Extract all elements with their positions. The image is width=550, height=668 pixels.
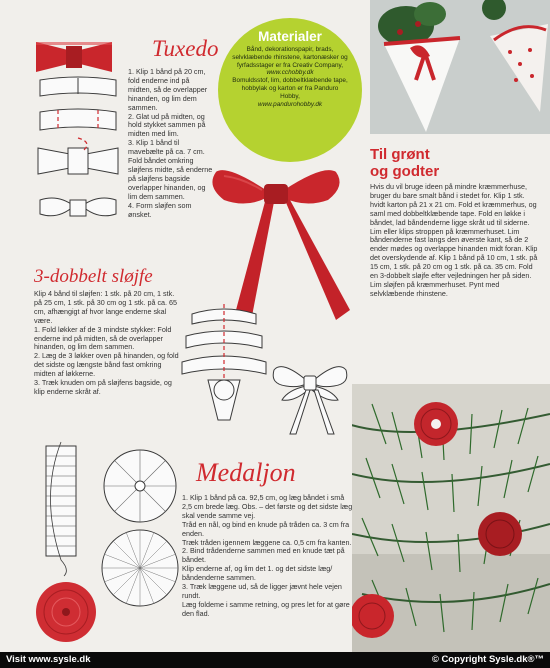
cone-photo-illustration: [370, 0, 550, 134]
tuxedo-title: Tuxedo: [152, 36, 219, 61]
materials-title: Materialer: [258, 29, 322, 44]
medallion-illustrations: [36, 436, 186, 646]
tuxedo-step2-drawing: [40, 109, 116, 130]
cone-photo: [370, 0, 550, 134]
triple-bow-title: 3-dobbelt sløjfe: [34, 266, 153, 287]
medallion-step-3: 3. Træk læggene ud, så de ligger jævnt hele vejen rundt.: [182, 582, 342, 600]
materials-line2: Bomuldsstof, lim, dobbeltklæbende tape, hobbylak og karton er fra Panduro Hobby,: [232, 77, 348, 100]
medallion-instructions: [182, 494, 354, 619]
tuxedo-step4-drawing: [40, 198, 116, 216]
materials-url1[interactable]: www.cchobby.dk: [266, 69, 314, 77]
red-tuxedo-bow: [36, 42, 112, 72]
tuxedo-step-2: 2. Glat ud på midten, og hold stykket sammen på midten med lim.: [128, 111, 206, 139]
gathered-rosette-drawing: [104, 450, 176, 522]
green-title-line1: Til grønt: [370, 146, 430, 163]
tuxedo-step3-drawing: [38, 138, 118, 174]
tuxedo-step1-drawing: [40, 77, 116, 96]
pleated-ribbon-drawing: [46, 442, 76, 576]
medallion-title: Medaljon: [196, 458, 296, 487]
medallion-step-2: 2. Bind trådenderne sammen med en knude tæt på båndet.: [182, 546, 345, 565]
triple-bow-stack-drawing: [178, 300, 270, 430]
tuxedo-step-4: 4. Form sløjfen som ønsket.: [128, 200, 192, 219]
red-medallion: [36, 582, 96, 642]
green-title: [370, 146, 439, 180]
triple-bow-instructions: [34, 290, 182, 397]
materials-url2[interactable]: www.pandurohobby.dk: [257, 100, 323, 108]
medallion-step-1: 1. Klip 1 bånd på ca. 92,5 cm, og læg båndet i små 2,5 cm brede læg. Obs. – det første og det sidste læg skal vende samme vej.: [182, 493, 353, 520]
footer-website[interactable]: Visit www.sysle.dk: [6, 654, 91, 665]
green-title-line2: og godter: [370, 163, 440, 180]
triple-bow-step-3: 3. Træk knuden om på sløjfens bagside, og klip enderne skråt af.: [34, 378, 172, 396]
triple-bow-step-2: 2. Læg de 3 løkker oven på hinanden, og fold det sidste og længste bånd fast omkring midten af løkkerne.: [34, 351, 179, 379]
tuxedo-step-1: 1. Klip 1 bånd på 20 cm, fold enderne ind på midten, så de overlapper hinanden, og lim dem sammen.: [128, 67, 208, 112]
materials-circle: [218, 18, 362, 162]
tree-rosette-3: [352, 594, 394, 638]
materials-text: [232, 46, 348, 108]
materials-line1: Bånd, dekorationspapir, brads, selvklæbende rhinstene, kartonæsker og fyrfadsstager er fra Creativ Company,: [232, 46, 348, 69]
tree-rosette-1: [414, 402, 458, 446]
triple-bow-finished-drawing: [268, 356, 352, 436]
tuxedo-illustrations: [18, 30, 130, 240]
footer-bar: [0, 652, 550, 668]
tree-rosette-2: [478, 512, 522, 556]
green-instructions: Hvis du vil bruge ideen på mindre kræmmerhuse, bruger du bare smalt bånd i stedet for. Klip 1 stk. hvidt karton på 21 x 21 cm. Fold et kræmmerhus, og saml med dobbeltklæbende tape. Fold en løkke i båndet, lad båndenderne ligge skråt ud til siderne. Lim eller klips stroppen på kræmmerhuset. Lim båndenderne fast langs den øverste kant, så de 2 ender mødes og overlappe hinanden midt foran. Klip det overskydende af. Klip 1 bånd på 10 cm, 1 stk. på 15 cm, 1 stk. på 20 cm og 1 stk. på ca. 35 cm. Fold en 3-dobbelt sløjfe efter vejledningen her på siden. Lim sløjfen på kræmmerhuset. Pynt med selvklæbende rhinstene.: [370, 182, 538, 298]
triple-bow-intro: Klip 4 bånd til sløjfen: 1 stk. på 20 cm, 1 stk. på 25 cm, 1 stk. på 30 cm og 1 stk. på ca. 65 cm, afhængigt af hvor lange enderne skal være.: [34, 289, 178, 325]
medallion-step-2b: Klip enderne af, og lim det 1. og det sidste læg/ båndenderne sammen.: [182, 564, 333, 583]
triple-bow-step-1: 1. Fold løkker af de 3 mindste stykker: Fold enderne ind på midten, så de overlapper hinanden, og lim dem sammen.: [34, 324, 172, 352]
medallion-step-3b: Læg foldeme i samme retning, og pres let for at gøre den flad.: [182, 599, 350, 618]
tree-photo: [352, 384, 550, 652]
tuxedo-step-3: 3. Klip 1 bånd til mavebælte på ca. 7 cm. Fold båndet omkring sløjfens midte, så enderne på sløjfens bagside overlapper hinanden, og lim dem sammen.: [128, 138, 213, 201]
footer-copyright: © Copyright Sysle.dk®™: [431, 654, 544, 665]
medallion-step-1b: Tråd en nål, og bind en knude på tråden ca. 3 cm fra enden.: [182, 519, 350, 538]
flat-rosette-drawing: [102, 530, 178, 606]
tree-photo-illustration: [352, 384, 550, 652]
medallion-step-1c: Træk tråden igennem læggene ca. 0,5 cm fra kanten.: [182, 537, 352, 547]
